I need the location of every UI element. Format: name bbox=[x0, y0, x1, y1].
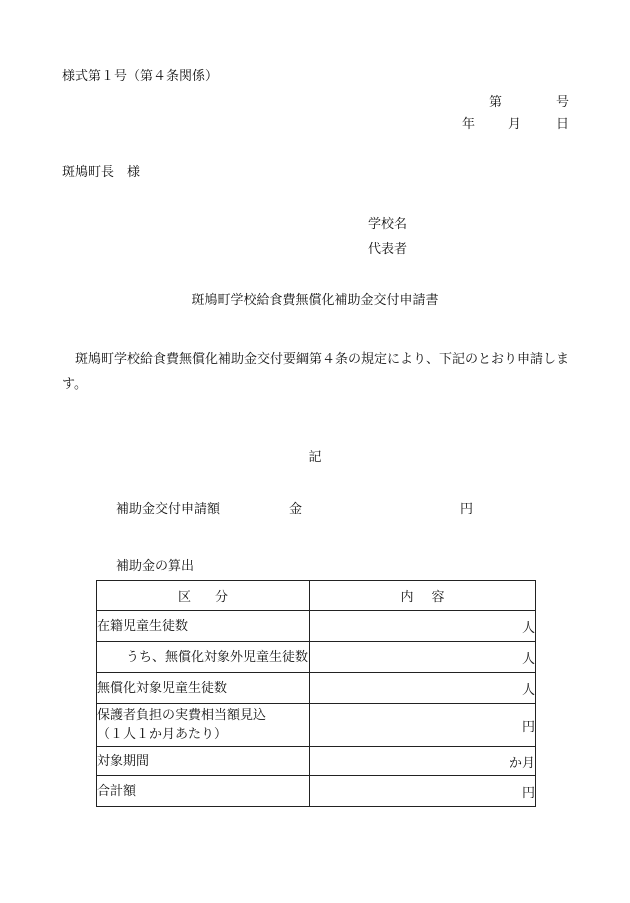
row-label: 無償化対象児童生徒数 bbox=[97, 673, 310, 704]
form-number: 様式第１号（第４条関係） bbox=[62, 69, 219, 84]
date-month-label: 月 bbox=[508, 117, 522, 132]
date-day-label: 日 bbox=[556, 117, 570, 132]
document-number-suffix: 号 bbox=[556, 95, 570, 110]
row-unit: 円 bbox=[310, 704, 536, 747]
header-naiyou: 内容 bbox=[310, 581, 536, 611]
row-unit: か月 bbox=[310, 747, 536, 776]
row-unit: 人 bbox=[310, 642, 536, 673]
representative-label: 代表者 bbox=[368, 242, 408, 257]
row-label: 在籍児童生徒数 bbox=[97, 611, 310, 642]
calculation-section-label: 補助金の算出 bbox=[116, 559, 195, 574]
table-row bbox=[97, 747, 536, 776]
date-year-label: 年 bbox=[462, 117, 476, 132]
addressee: 斑鳩町長 様 bbox=[62, 165, 141, 180]
row-label: 対象期間 bbox=[97, 747, 310, 776]
document-title: 斑鳩町学校給食費無償化補助金交付申請書 bbox=[191, 293, 439, 308]
row-unit: 人 bbox=[310, 673, 536, 704]
row-label: うち、無償化対象外児童生徒数 bbox=[97, 642, 310, 673]
row-label-line2: （１人１か月あたり） bbox=[97, 727, 228, 742]
table-row bbox=[97, 704, 536, 747]
subsidy-amount-kin: 金 bbox=[289, 502, 303, 517]
ki-heading: 記 bbox=[308, 450, 322, 465]
body-text: 斑鳩町学校給食費無償化補助金交付要綱第４条の規定により、下記のとおり申請します。 bbox=[62, 352, 570, 392]
table-row bbox=[97, 673, 536, 704]
document-number-prefix: 第 bbox=[489, 95, 503, 110]
row-unit: 円 bbox=[310, 776, 536, 807]
subsidy-amount-label: 補助金交付申請額 bbox=[116, 502, 221, 517]
table-row bbox=[97, 642, 536, 673]
school-name-label: 学校名 bbox=[368, 217, 408, 232]
calculation-table bbox=[96, 580, 536, 807]
row-unit: 人 bbox=[310, 611, 536, 642]
row-label: 合計額 bbox=[97, 776, 310, 807]
row-label-line1: 保護者負担の実費相当額見込 bbox=[97, 708, 267, 723]
table-row bbox=[97, 776, 536, 807]
header-kubun: 区分 bbox=[97, 581, 310, 611]
subsidy-amount-yen: 円 bbox=[460, 502, 474, 517]
table-header-row bbox=[97, 581, 536, 611]
row-label bbox=[97, 704, 310, 747]
table-row bbox=[97, 611, 536, 642]
